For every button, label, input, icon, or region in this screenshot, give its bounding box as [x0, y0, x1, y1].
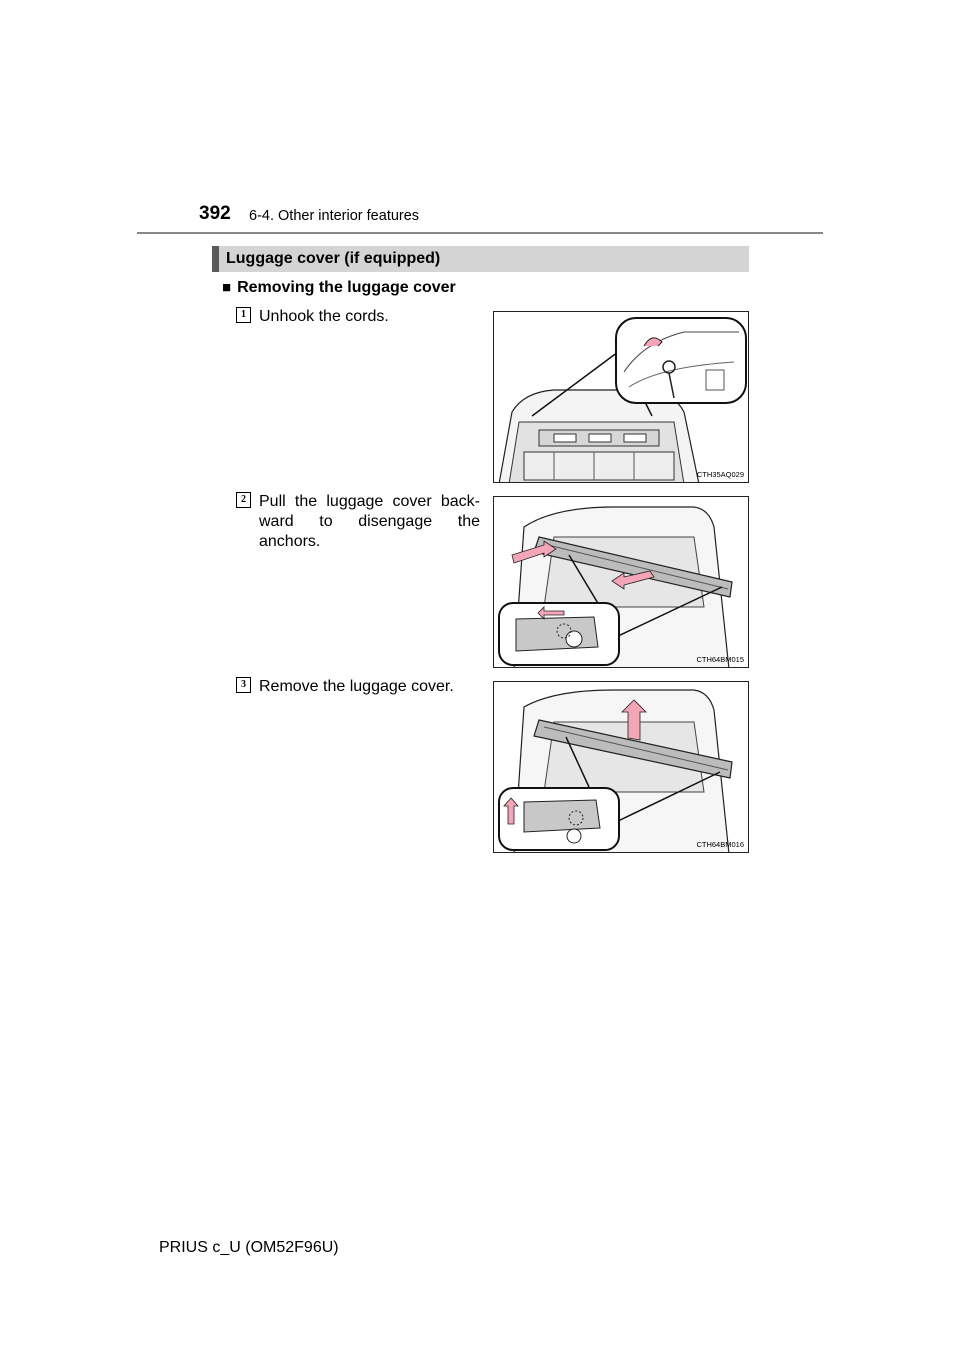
figure-disengage-anchors — [493, 496, 749, 668]
page-number: 392 — [199, 203, 231, 224]
header-rule — [137, 232, 823, 234]
chapter-title: 6-4. Other interior features — [249, 208, 420, 224]
footer-model: PRIUS c_U (OM52F96U) — [159, 1239, 339, 1256]
figure-unhook-cords — [493, 311, 749, 483]
step-text-2: Pull the luggage cover back-ward to disengage the anchors. — [259, 493, 480, 550]
section-title: Luggage cover (if equipped) — [212, 246, 749, 272]
step-text-3: Remove the luggage cover. — [259, 678, 454, 695]
step-number-2: 2 — [236, 492, 251, 508]
step-text-1: Unhook the cords. — [259, 308, 389, 325]
subheading-marker: ■ — [222, 279, 232, 296]
step-number-1: 1 — [236, 307, 251, 323]
step-number-3: 3 — [236, 677, 251, 693]
figure-code: CTH35AQ029 — [696, 470, 744, 479]
figure-code: CTH64BM015 — [696, 655, 744, 664]
subheading — [222, 279, 456, 297]
subheading-text: Removing the luggage cover — [237, 279, 456, 296]
figure-code: CTH64BM016 — [696, 840, 744, 849]
figure-remove-cover — [493, 681, 749, 853]
